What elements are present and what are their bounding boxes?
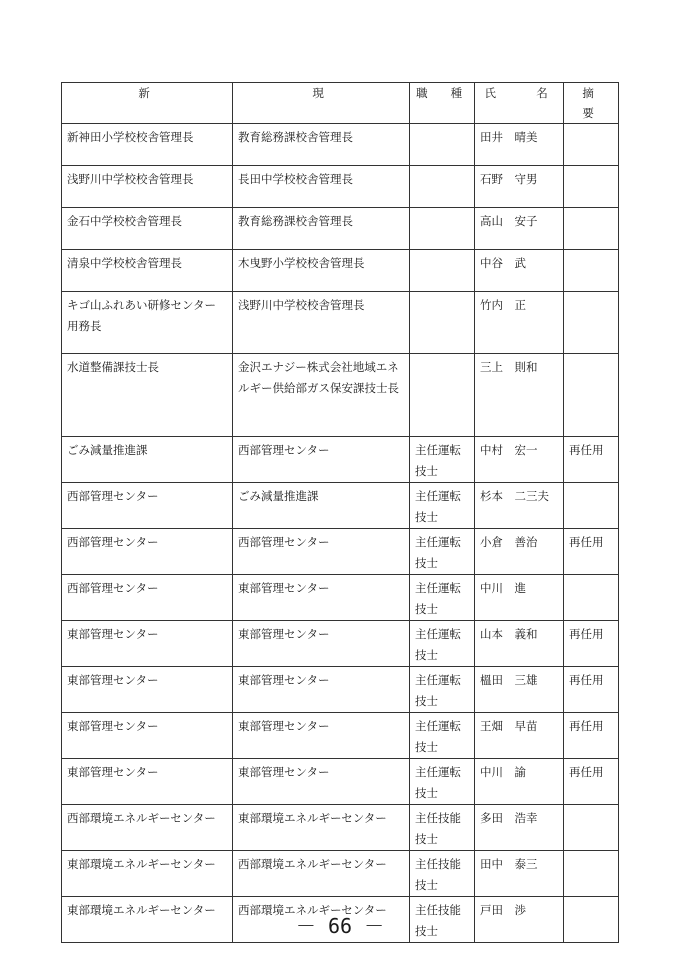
- job-type-cell: 主任技能技士: [410, 897, 475, 943]
- new-position-cell: 西部管理センター: [62, 483, 233, 529]
- remarks-cell: 再任用: [564, 529, 619, 575]
- header-current: 現: [233, 83, 410, 124]
- name-cell: 中村 宏一: [475, 437, 564, 483]
- remarks-cell: 再任用: [564, 713, 619, 759]
- name-cell: 竹内 正: [475, 292, 564, 354]
- remarks-cell: [564, 575, 619, 621]
- header-new: 新: [62, 83, 233, 124]
- remarks-cell: [564, 124, 619, 166]
- new-position-cell: 新神田小学校校舎管理長: [62, 124, 233, 166]
- new-position-cell: 東部環境エネルギーセンター: [62, 851, 233, 897]
- name-cell: 山本 義和: [475, 621, 564, 667]
- table-row: [62, 437, 619, 483]
- current-position-cell: 教育総務課校舎管理長: [233, 124, 410, 166]
- name-cell: 田井 晴美: [475, 124, 564, 166]
- name-cell: 榲田 三雄: [475, 667, 564, 713]
- name-cell: 小倉 善治: [475, 529, 564, 575]
- current-position-cell: 東部管理センター: [233, 759, 410, 805]
- current-position-cell: 東部管理センター: [233, 621, 410, 667]
- name-cell: 王畑 早苗: [475, 713, 564, 759]
- name-cell: 杉本 二三夫: [475, 483, 564, 529]
- job-type-cell: 主任運転技士: [410, 713, 475, 759]
- new-position-cell: 西部環境エネルギーセンター: [62, 805, 233, 851]
- new-position-cell: 西部管理センター: [62, 575, 233, 621]
- job-type-cell: 主任運転技士: [410, 437, 475, 483]
- current-position-cell: 金沢エナジー株式会社地域エネルギー供給部ガス保安課技士長: [233, 354, 410, 437]
- table-row: [62, 667, 619, 713]
- table-row: [62, 166, 619, 208]
- header-remarks: 摘 要: [564, 83, 619, 124]
- name-cell: 石野 守男: [475, 166, 564, 208]
- job-type-cell: [410, 208, 475, 250]
- remarks-cell: [564, 250, 619, 292]
- table-row: [62, 124, 619, 166]
- table-row: [62, 292, 619, 354]
- current-position-cell: 西部環境エネルギーセンター: [233, 897, 410, 943]
- remarks-cell: [564, 805, 619, 851]
- job-type-cell: [410, 354, 475, 437]
- job-type-cell: 主任運転技士: [410, 667, 475, 713]
- table-row: [62, 250, 619, 292]
- new-position-cell: 水道整備課技士長: [62, 354, 233, 437]
- name-cell: 中川 進: [475, 575, 564, 621]
- job-type-cell: [410, 166, 475, 208]
- remarks-cell: 再任用: [564, 621, 619, 667]
- new-position-cell: 浅野川中学校校舎管理長: [62, 166, 233, 208]
- table-row: [62, 208, 619, 250]
- table-body: [62, 124, 619, 943]
- remarks-cell: [564, 851, 619, 897]
- current-position-cell: 東部管理センター: [233, 575, 410, 621]
- new-position-cell: 清泉中学校校舎管理長: [62, 250, 233, 292]
- new-position-cell: ごみ減量推進課: [62, 437, 233, 483]
- name-cell: 三上 則和: [475, 354, 564, 437]
- job-type-cell: [410, 124, 475, 166]
- name-cell: 田中 泰三: [475, 851, 564, 897]
- table-row: [62, 805, 619, 851]
- name-cell: 中川 諭: [475, 759, 564, 805]
- current-position-cell: 教育総務課校舎管理長: [233, 208, 410, 250]
- remarks-cell: [564, 292, 619, 354]
- job-type-cell: [410, 292, 475, 354]
- table-row: [62, 529, 619, 575]
- table-header-row: [62, 83, 619, 124]
- header-name: 氏 名: [475, 83, 564, 124]
- current-position-cell: 西部環境エネルギーセンター: [233, 851, 410, 897]
- remarks-cell: [564, 354, 619, 437]
- job-type-cell: 主任運転技士: [410, 621, 475, 667]
- current-position-cell: 木曳野小学校校舎管理長: [233, 250, 410, 292]
- new-position-cell: 東部管理センター: [62, 759, 233, 805]
- table-row: [62, 483, 619, 529]
- name-cell: 多田 浩幸: [475, 805, 564, 851]
- job-type-cell: 主任運転技士: [410, 759, 475, 805]
- job-type-cell: [410, 250, 475, 292]
- table-row: [62, 354, 619, 437]
- remarks-cell: [564, 483, 619, 529]
- remarks-cell: [564, 166, 619, 208]
- new-position-cell: キゴ山ふれあい研修センター用務長: [62, 292, 233, 354]
- new-position-cell: 東部管理センター: [62, 621, 233, 667]
- current-position-cell: 東部管理センター: [233, 713, 410, 759]
- remarks-cell: [564, 208, 619, 250]
- current-position-cell: 東部環境エネルギーセンター: [233, 805, 410, 851]
- job-type-cell: 主任運転技士: [410, 483, 475, 529]
- table-row: [62, 621, 619, 667]
- name-cell: 高山 安子: [475, 208, 564, 250]
- current-position-cell: 西部管理センター: [233, 437, 410, 483]
- new-position-cell: 東部環境エネルギーセンター: [62, 897, 233, 943]
- table-row: [62, 713, 619, 759]
- name-cell: 戸田 渉: [475, 897, 564, 943]
- job-type-cell: 主任運転技士: [410, 529, 475, 575]
- job-type-cell: 主任技能技士: [410, 805, 475, 851]
- current-position-cell: 西部管理センター: [233, 529, 410, 575]
- new-position-cell: 東部管理センター: [62, 667, 233, 713]
- job-type-cell: 主任運転技士: [410, 575, 475, 621]
- current-position-cell: 東部管理センター: [233, 667, 410, 713]
- page-number: － 66 －: [295, 914, 385, 938]
- current-position-cell: ごみ減量推進課: [233, 483, 410, 529]
- job-type-cell: 主任技能技士: [410, 851, 475, 897]
- table-row: [62, 575, 619, 621]
- table-row: [62, 851, 619, 897]
- new-position-cell: 東部管理センター: [62, 713, 233, 759]
- new-position-cell: 金石中学校校舎管理長: [62, 208, 233, 250]
- name-cell: 中谷 武: [475, 250, 564, 292]
- table-row: [62, 759, 619, 805]
- current-position-cell: 長田中学校校舎管理長: [233, 166, 410, 208]
- new-position-cell: 西部管理センター: [62, 529, 233, 575]
- remarks-cell: 再任用: [564, 759, 619, 805]
- personnel-table: [61, 82, 619, 943]
- remarks-cell: 再任用: [564, 437, 619, 483]
- header-job-type: 職 種: [410, 83, 475, 124]
- remarks-cell: 再任用: [564, 667, 619, 713]
- current-position-cell: 浅野川中学校校舎管理長: [233, 292, 410, 354]
